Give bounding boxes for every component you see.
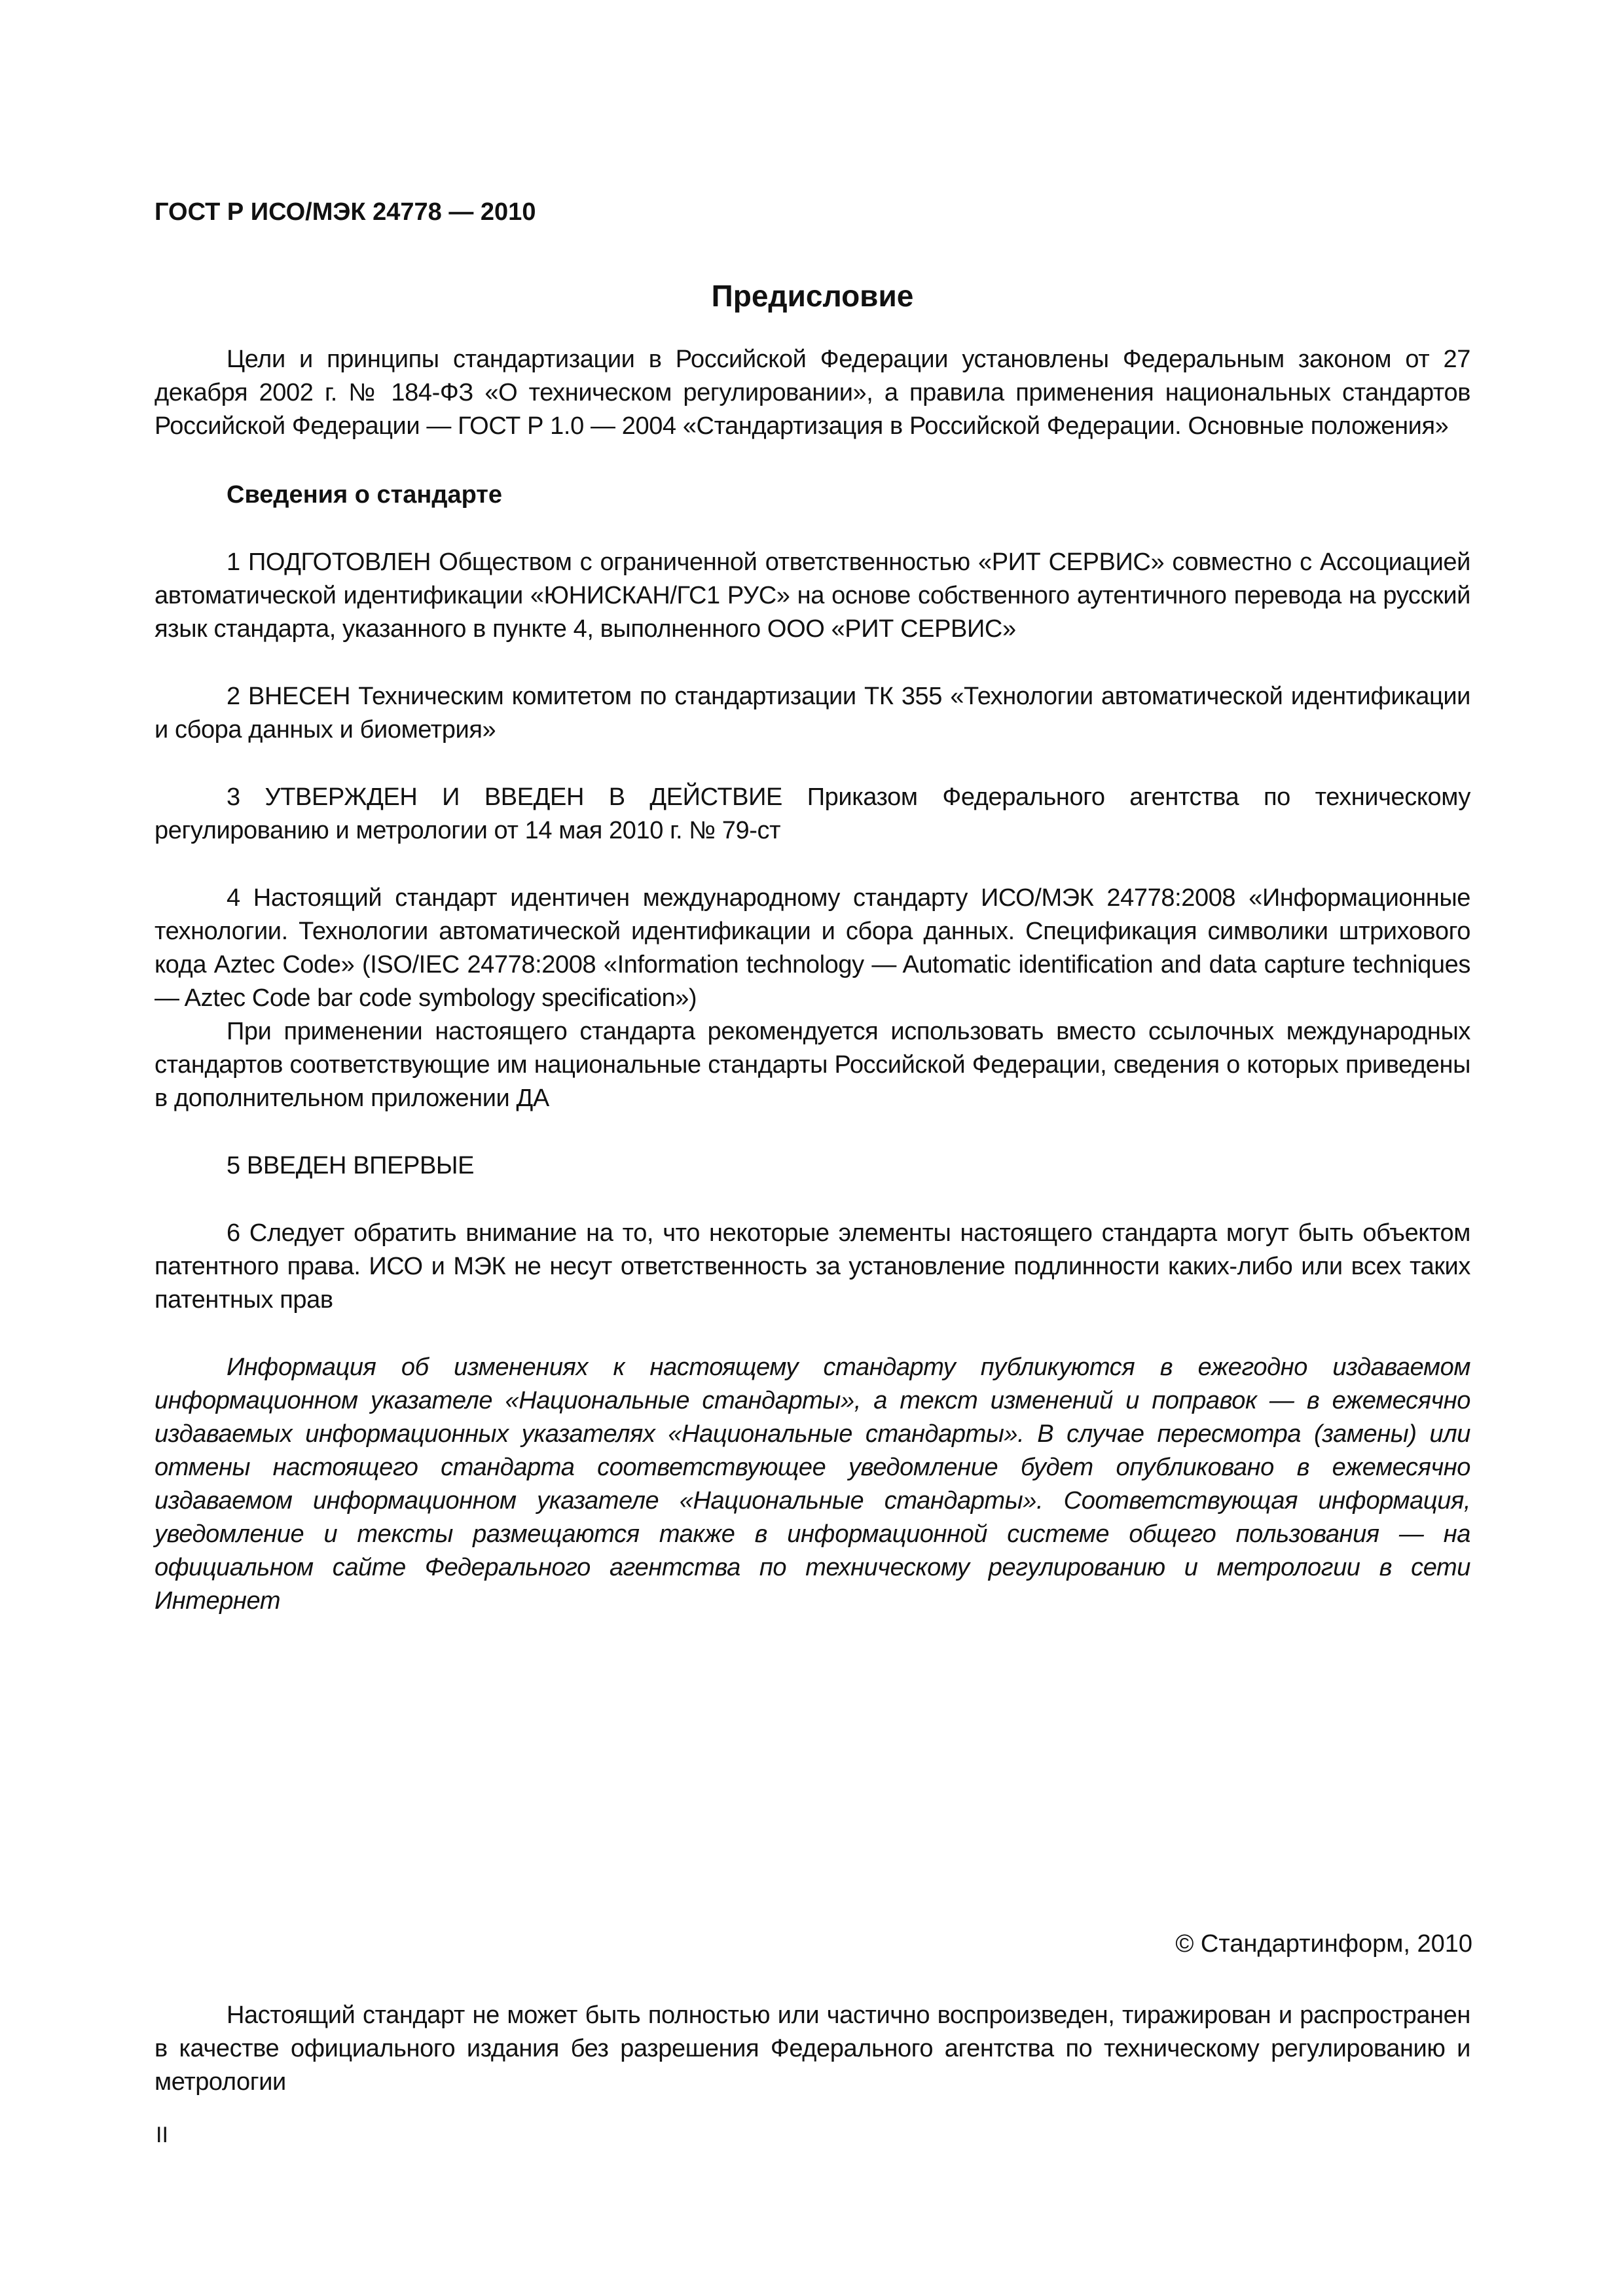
reproduction-notice xyxy=(155,1999,1470,2099)
info-item-2-submitted: 2 ВНЕСЕН Техническим комитетом по стандартизации ТК 355 «Технологии автоматической идентификации и сбора данных и биометрия» xyxy=(155,683,1470,744)
info-item-1-prepared: 1 ПОДГОТОВЛЕН Обществом с ограниченной ответственностью «РИТ СЕРВИС» совместно с Ассоциацией автоматической идентификации «ЮНИСКАН/ГС1 РУС» на основе собственного аутентичного перевода на русский язык стандарта, указанного в пункте 4, выполненного ООО «РИТ СЕРВИС» xyxy=(155,548,1470,643)
info-item-3-approved: 3 УТВЕРЖДЕН И ВВЕДЕН В ДЕЙСТВИЕ Приказом Федерального агентства по техническому регулированию и метрологии от 14 мая 2010 г. № 79-ст xyxy=(155,783,1470,844)
info-item-4-application-note: При применении настоящего стандарта рекомендуется использовать вместо ссылочных международных стандартов соответствующие им национальные стандарты Российской Федерации, сведения о которых приведены в дополнительном приложении ДА xyxy=(155,1018,1470,1112)
reproduction-notice-text: Настоящий стандарт не может быть полностью или частично воспроизведен, тиражирован и распространен в качестве официального издания без разрешения Федерального агентства по техническому регулированию и метрологии xyxy=(155,2001,1470,2096)
page-number: II xyxy=(156,2123,168,2147)
preface-intro-paragraph: Цели и принципы стандартизации в Российской Федерации установлены Федеральным законом от 27 декабря 2002 г. № 184-ФЗ «О техническом регулировании», а правила применения национальных стандартов Российской Федерации — ГОСТ Р 1.0 — 2004 «Стандартизация в Российской Федерации. Основные положения» xyxy=(155,346,1470,440)
info-item-4-identical: 4 Настоящий стандарт идентичен международному стандарту ИСО/МЭК 24778:2008 «Информационные технологии. Технологии автоматической идентификации и сбора данных. Спецификация символики штрихового кода Aztec Code» (ISO/IEC 24778:2008 «Information technology — Automatic identification and data capture techniques — Aztec Code bar code symbology specification») xyxy=(155,884,1470,1012)
document-page xyxy=(155,196,1470,1618)
info-item-6-patent-notice: 6 Следует обратить внимание на то, что некоторые элементы настоящего стандарта могут быть объектом патентного права. ИСО и МЭК не несут ответственность за установление подлинности каких-либо или всех таких патентных прав xyxy=(155,1219,1470,1314)
document-code-header: ГОСТ Р ИСО/МЭК 24778 — 2010 xyxy=(155,198,536,226)
copyright-line: © Стандартинформ, 2010 xyxy=(1175,1930,1472,1958)
standard-info-subheading: Сведения о стандарте xyxy=(227,481,503,509)
preface-title: Предисловие xyxy=(711,279,914,313)
info-item-5-first-introduced: 5 ВВЕДЕН ВПЕРВЫЕ xyxy=(227,1152,475,1179)
amendments-info-italic-note: Информация об изменениях к настоящему стандарту публикуются в ежегодно издаваемом информационном указателе «Национальные стандарты», а текст изменений и поправок — в ежемесячно издаваемых информационных указателях «Национальные стандарты». В случае пересмотра (замены) или отмены настоящего стандарта соответствующее уведомление будет опубликовано в ежемесячно издаваемом информационном указателе «Национальные стандарты». Соответствующая информация, уведомление и тексты размещаются также в информационной системе общего пользования — на официальном сайте Федерального агентства по техническому регулированию и метрологии в сети Интернет xyxy=(155,1354,1470,1615)
